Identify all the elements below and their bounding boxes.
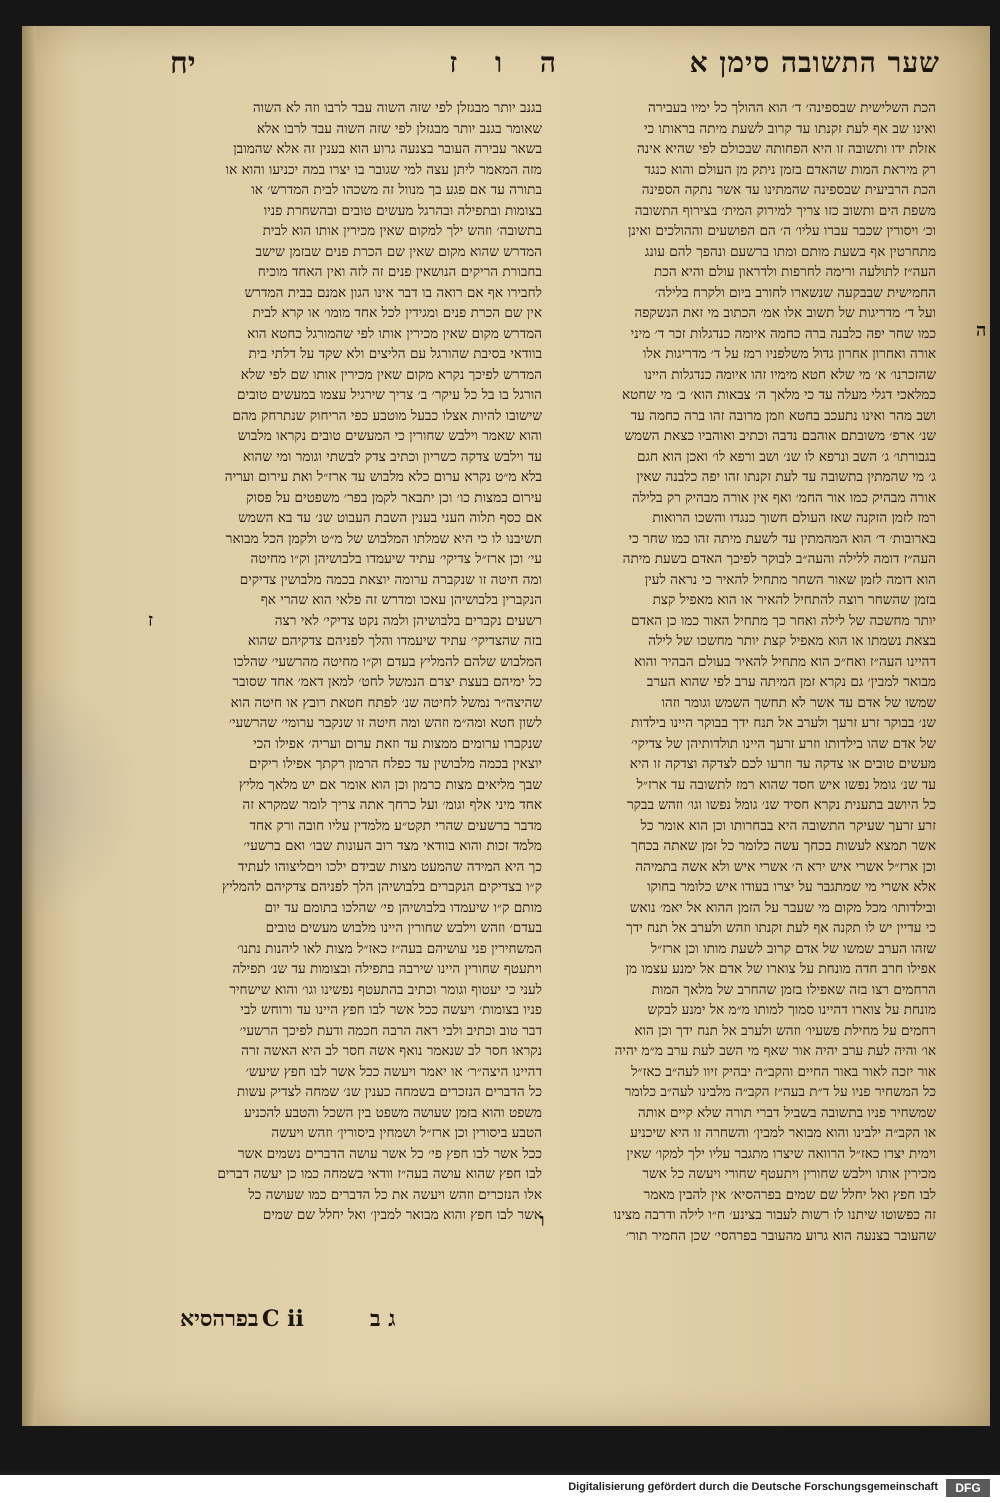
text-line: החמישית שבבקעה שנשארו לחורב ביום ולקרח בלילה׳ (654, 284, 936, 301)
text-line: כמו שחר יפה כלבנה ברה כחמה איומה כנדגלות זכר ד׳ מיני (630, 325, 936, 342)
text-line: שנ׳ ארפ׳ משובתם אוהבם נדבה וכתיב ואוהביו כצאת השמש (624, 428, 936, 444)
marginal-letter: ה (976, 320, 987, 341)
text-column-right (562, 98, 936, 1288)
text-line: דבר טוב וכתיב ולבי ראה הרבה חכמה ודעת לפיכך הרשעי׳ (239, 1022, 542, 1039)
page-footer (180, 1306, 580, 1336)
text-line: ובילדותו׳ מכל מקום מי שעבר על הזמן ההוא אל יאמ׳ נואש (629, 899, 936, 916)
text-line: העה״ז לתולעה ורימה לחרפות ולדראון עולם והיא הכת (653, 264, 936, 280)
text-line: שהעובר בצנעה הוא גרוע מהעובר בפרהסי׳ שכן החמיר תור׳ (625, 1227, 936, 1244)
text-line: מבואר למבין׳ גם נקרא זמן המיתה ערב לפי שהוא הערב (646, 674, 936, 690)
text-line: הכת השלישית שבספינה׳ ד׳ הוא ההולך כל ימיו בעבירה (648, 100, 936, 116)
text-line: המשחירין פני עושיהם בעה״ז כאז״ל מצות לאו ליהנות נתנו׳ (237, 940, 542, 957)
text-line: אורה מבהיק כמו אור החמ׳ ואף אין אורה מבהיק רק בלילה (631, 489, 936, 506)
text-column-left (168, 98, 542, 1288)
text-line: המדרש לפיכך נקרא מקום שאין מכירין אותו שם לפי שלא (240, 366, 542, 383)
header-section-letters: ה ו ז (449, 46, 570, 79)
text-line: שמשו של אדם עד אשר לא תחשך השמש וגומר וזהו (661, 694, 936, 711)
text-line: שנקברו ערומים ממצות עד וזאת ערום ועריה׳ אפילו הכי (253, 735, 542, 752)
text-line: מדבר ברשעים שהרי תקט״ע מלמדין עליו חובה ורק אחד (249, 817, 542, 834)
text-line: שזהו הערב שמשו של אדם קרוב לשעת מותו וכן ארז״ל (650, 940, 936, 957)
text-line: וימית יצרו כאז״ל הרוואה שיצרו מתגבר עליו ילך למקו׳ שאין (626, 1145, 936, 1162)
text-line: כמלאכי דגלי מעלה עד כי מלאך ה׳ צבאות הוא׳ ב׳ מי שחטא (621, 387, 936, 403)
text-line: ואינו שב אף לעת זקנתו עד קרוב לשעת מיתה בראותו כי (643, 120, 936, 137)
text-line: ועל ד׳ מדריגות של תשוב אלו אמ׳ הכתוב מי זאת הנשקפה (634, 305, 936, 321)
text-line: הנקברין בלבושיהן עאכו ומדרש זה פלאי הוא שהרי אף (260, 592, 542, 608)
text-line: לשון חטא ומה״מ וזהש ומה חיטה זו שנקבר ערומי׳ שהרשעי׳ (228, 715, 542, 731)
text-line: שבך מליאים מצות כרמון וכן הוא אומר אם יש מלאך מליץ (238, 776, 542, 793)
dfg-logo: DFG (946, 1479, 990, 1497)
text-line: מעשים טובים או צדקה עד וזרעו לכם לצדקה וצדקה זו היא (629, 756, 936, 772)
text-line: עי׳ וכן ארז״ל צדיקי׳ עתיד שיעמדו בלבושיהן וק״ו מחיטה (250, 551, 542, 567)
text-line: בחבורת הריקים הנושאין פנים זה לזה ואין האחד מוכיח (257, 264, 542, 280)
text-line: פניו בצומות׳ ויעשה ככל אשר לבו חפץ היינו עד ורוחש לבי (240, 1002, 542, 1018)
text-line: אין שם הכרת פנים ומגידין לכל אחד מומו׳ או קרא לבית (252, 305, 542, 321)
text-line: ומה חיטה זו שנקברה ערומה יוצאת בכמה מלבושין צדיקים (239, 571, 542, 588)
text-line: אחד מיני אלף וגומ׳ ועל כרחך אתה צריך לומר שמקרא זה (242, 797, 542, 813)
text-line: עד וילבש צדקה כשריון וכתיב צדק לבשתי וגומר ומי שהוא (242, 448, 542, 465)
text-line: אלא אשרי מי שמתגבר על יצרו בעודו איש כלומר בחוקו (647, 879, 936, 895)
text-line: מזה המאמר ליתן עצה למי שגובר בו יצרו במה יכניעו והוא או (225, 161, 542, 178)
text-line: מלמד זכות והוא בוודאי מצד רוב העונות שבו׳ ואם ברשעי׳ (243, 838, 542, 854)
text-line: או הקב״ה ילבינו והוא מבואר למבין׳ והשחרה זו היא שיכניע (630, 1125, 936, 1141)
text-line: יוצאין בכמה מלבושין עד כפלח הרמון רקתך אפילו ריקים (248, 756, 542, 772)
text-line: בתורה עד אם פגע בך מנוול זה משכהו לבית המדרש׳ או (251, 182, 542, 198)
text-line: אזלת ידו ותשובה זו היא הפחותה שבכולם לפי שהיא אינה (636, 141, 936, 157)
text-line: רק מיראת המות שהאדם בזמן ניתק מן העולם והוא כנגד (644, 161, 936, 178)
folio-number: יח (170, 46, 196, 81)
text-line: אורה ואחרון אחרון גדול משלפניו רמז על ד׳ מדריגות אלו (643, 346, 936, 362)
text-line: המדרש שהוא מקום שאין שם הכרת פנים שבזמן שישב (255, 243, 542, 260)
text-line: בעדם׳ וזהש וילבש שחורין היינו מלבוש מעשים טובים (265, 920, 542, 936)
text-line: דהיינו היצה״ר׳ או יאמר ויעשה ככל אשר לבו חפץ שיעש׳ (245, 1063, 542, 1080)
text-line: הטבע ביסורין וכן ארז״ל ושמחין ביסורין׳ וזהש ויעשה (271, 1125, 542, 1141)
text-line: משפת הים ותשוב כזו צריך למירוק המית׳ בצירוף התשובה (634, 202, 936, 219)
text-line: שאומר בגנב יותר מבגזלן לפי שזה השוה עבד לרבו אלא (256, 120, 542, 137)
text-line: בארובות׳ ד׳ הוא המהמתין עד לשעת מיתה זהו כמו שחר כי (628, 530, 936, 547)
text-line: בצאת נשמתו או הוא מאפיל קצת יותר מחשכו של לילה (648, 633, 936, 649)
text-line: בזמן שהשחר רוצה להתחיל להאיר או הוא מאפיל קצת (652, 592, 936, 608)
text-line: עד שנ׳ גומל נפשו איש חסד שהוא רמז לתשובה עד ארז״ל (636, 776, 936, 793)
text-line: שהיצה״ר נמשל לחיטה שנ׳ לפתח חטאת רובץ או חיטה הוא (230, 694, 542, 711)
text-line: לבו חפץ ואל יחלל שם שמים בפרהסיא׳ אין להבין מאמר (643, 1186, 936, 1203)
text-line: אשר תמצא לעשות בכחך עשה כלומר כל זמן שאתה בכחך (631, 838, 936, 854)
text-line: ושב מהר ואינו נתעכב בחטא וזמן מרובה זהו ברה כחמה עד (630, 407, 936, 424)
text-line: כל הדברים הנזכרים בשמחה כענין שנ׳ שמחה לצדיק עשות (236, 1084, 542, 1100)
text-line: וכן ארז״ל אשרי איש ירא ה׳ אשרי איש ולא אשה בתמיהה (635, 858, 936, 875)
text-line: דהיינו העה״ז ואח״כ הוא מתחיל להאיר בעולם הבהיר והוא (633, 653, 936, 670)
text-line: הכת הרביעית שבספינה שהמתינו עד אשר נתקה הספינה (641, 182, 936, 198)
catchword: בפרהסיא (180, 1306, 259, 1332)
text-line: עירום במצות כו׳ וכן יתבאר לקמן בפר׳ משפטים על פסוק (246, 489, 542, 506)
text-line: רשעים נקברים בלבושיהן ולמה נקט צדיקי׳ לאי רצה (274, 612, 542, 629)
text-line: שהזכרנו׳ א׳ מי שלא חטא מימיו זהו איומה כנדגלות היינו (644, 366, 936, 383)
text-line: אפילו חרב חדה מונחת על צוארו של אדם אל ימנע עצמו מן (625, 961, 936, 977)
gathering-letters: ג ב (370, 1306, 396, 1332)
text-line: ק״ו בצדיקים הנקברים בלבושיהן הלך לפניהם צדקיהם להמליץ (221, 879, 542, 895)
text-line: כל היושב בתענית נקרא חסיד שנ׳ גומל נפשו וגו׳ וזהש בבקר (626, 797, 936, 813)
text-line: בזה שהצדיקי׳ עתיד שיעמדו והלך לפניהם צדקיהם שהוא (247, 633, 542, 649)
text-line: בגבורתו׳ ג׳ השב ונרפא לו שנ׳ ושב ורפא לו׳ ואכן הוא חגם (637, 448, 936, 465)
digitization-credit-bar (0, 1475, 1000, 1503)
text-line: לבו חפץ שהוא עושה בעה״ז וודאי בשמחה כמו כן יעשה דברים (217, 1166, 542, 1182)
text-line: יותר מחשכה של לילה ואחר כך מתחיל האור כמו כן האדם (631, 612, 936, 629)
text-line: ויתעטף שחורין היינו שירבה בתפילה ובצומות עד שנ׳ תפילה (232, 961, 542, 977)
text-line: בתשובה׳ וזהש ילך למקום שאין מכירין אותו הוא לבית (262, 223, 542, 239)
text-line: אשר לבו חפץ והוא מבואר למבין׳ ואל יחלל שם שמים (262, 1207, 542, 1223)
signature-mark: C ii (262, 1306, 304, 1332)
text-line: ג׳ מי שהמתין בתשובה עד לעת זקנתו זהו יפה כלבנה שאין (636, 469, 936, 485)
text-line: והוא שאמר וילבש שחורין כי המעשים טובים נקראו מלבוש (237, 428, 542, 444)
text-line: בוודאי בסיבת שהורגל עם הליצים ולא שקד על דלתי בית (248, 346, 542, 362)
text-line: מכירין אותו וילבש שחורין ויתעטף שחורי ויעשה כל אשר (642, 1166, 936, 1182)
text-line: בצומות ובתפילה ובהרגל מעשים טובים ובהשחרת פניו (263, 202, 542, 219)
text-line: לעני כי יעטוף וגומר וכתיב בהתעטף נפשינו וגו׳ והוא שישחיר (229, 981, 542, 998)
text-line: של אדם שהו בילדותו וזרע זרעך היינו תולדותיהן של צדיקי׳ (630, 735, 936, 752)
text-line: שנ׳ בבוקר זרע זרעך ולערב אל תנח ידך בבוקר היינו בילדות (631, 715, 936, 731)
text-line: אם כסף תלוה העני בענין השבת העבוט שנ׳ עד בא השמש (238, 510, 542, 526)
text-line: שמשחיר פניו בתשובה בשביל דברי תורה שלא קיים אותה (637, 1104, 936, 1121)
text-line: כל המשחיר פניו על ד״ת בעה״ז הקב״ה מלבינו לעה״ב כלומר (624, 1084, 936, 1100)
text-line: נקראו חסר לב שנאמר נואף אשה חסר לב היא האשה זרה (241, 1043, 542, 1059)
text-line: אלו הנזכרים וזהש ויעשה את כל הדברים כמו שעושה כל (248, 1186, 542, 1203)
text-line: שישובו להיות אצלו כבעל מוטבע כפי הריחוק שנתרחק מהם (232, 407, 542, 424)
text-line: או׳ והיה לעת ערב יהיה אור שאף מי השב לעת ערב מ״מ יהיה (614, 1043, 936, 1059)
text-line: מתחרטין אף בשעת מותם ומתו ברשעם ונהפך להם עונג (644, 243, 936, 260)
text-line: העה״ז דומה ללילה והעה״ב לבוקר לפיכך האדם בשעת מיתה (622, 551, 936, 567)
text-line: בלא מ״ט נקרא ערום כלא מלבוש עד ארז״ל ואת עירום ועריה (224, 469, 542, 485)
text-line: משפט והוא בזמן שעושה משפט בין השכל והטבע להכניע (244, 1104, 542, 1121)
text-line: הוא דומה לזמן שאור השחר מתחיל להאיר כי נראה לעין (644, 571, 936, 588)
text-line: הורגל בו בל כל עיקר׳ ב׳ צריך שירגיל עצמו במעשים טובים (237, 387, 542, 403)
text-line: הרחמים רצו בזה שאפילו בזמן שהחרב של מלאך המות (651, 981, 936, 998)
text-line: אור יזכה לאור באור החיים והקב״ה יבהיק זיוו לעה״ב כאז״ל (631, 1063, 936, 1080)
text-line: מותם ק״ו שיעמדו בלבושיהן פי׳ שהלכו בתומם עד יום (264, 899, 542, 916)
running-header (150, 46, 970, 90)
text-line: תשיבנו לו כי היא שמלתו המלבוש של מ״ט ולקמן הכל מבואר (225, 530, 542, 547)
text-line: רמז לזמן הזקנה שאז העולם חשוך כנגדו והשכו הרואות (652, 510, 936, 526)
credit-text: Digitalisierung gefördert durch die Deutsche Forschungsgemeinschaft (568, 1481, 938, 1493)
text-line: זרע זרעך שעיקר התשובה היא בבחרותו וכן הוא אומר כל (640, 817, 936, 834)
text-line: כל ימיהם בעצת יצרם הנמשל לחט׳ למאן דאמ׳ אחד שסובר (232, 674, 542, 690)
marginal-letter: ז (148, 610, 154, 631)
page-stain (22, 666, 142, 926)
text-line: כך היא המידה שהמעט מצות שבידם ילכו ויםליצוהו לעתיד (237, 858, 542, 875)
text-line: כי עדיין יש לו תקנה אף לעת זקנתו וזהש ולערב אל תנח ידך (625, 920, 936, 936)
text-line: רחמים על מחילת פשעיו׳ וזהש ולערב אל תנח ידך וכן הוא (634, 1022, 936, 1039)
text-line: וכ׳ ויסורין שכבר עברו עליו׳ ה׳ הם הפושעים וההולכים ואינן (627, 223, 936, 239)
marginal-letter: ו (540, 1210, 545, 1231)
text-line: המדרש מקום שאין מכירין אותו לפי שהמורגל כחטא הוא (247, 325, 542, 342)
text-line: זה כפשוטו שיתנו לו רשות לעבור בצינע׳ ח״ו לילה ודרבה מצינו (613, 1207, 936, 1223)
text-line: בגנב יותר מבגזלן לפי שזה השוה עבד לרבו וזה לא השוה (252, 100, 542, 116)
text-line: מונחת על צוארו דהיינו סמוך למותו מ״מ אל ימנע לבקש (647, 1002, 936, 1018)
text-line: המלבוש שלהם להמליץ בעדם וק״ו מחיטה מהרשעי׳ שהלכו (233, 653, 542, 670)
text-line: ככל אשר לבו חפץ פי׳ כל אשר עושה הדברים נשמים אשר (237, 1145, 542, 1162)
text-line: לחבירו אף אם רואה בו דבר אינו הגון אמנם בבית המדרש (244, 284, 542, 301)
header-title: שער התשובה סימן א (689, 46, 940, 79)
text-line: בשאר עבירה העובר בצנעה גרוע הוא בענין זה אלא שהמובן (233, 141, 542, 157)
